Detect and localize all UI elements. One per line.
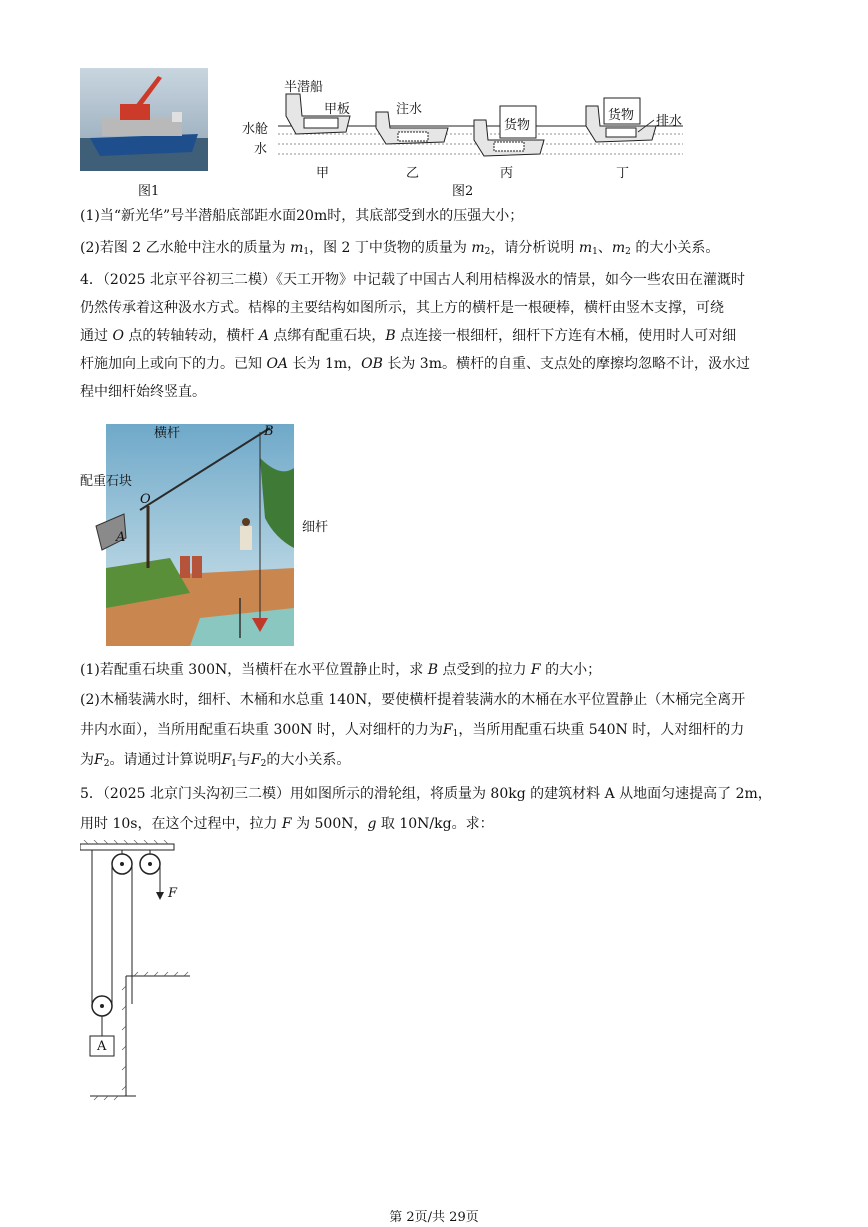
label-b: 乙 xyxy=(406,166,420,181)
label-force-f: F xyxy=(168,886,178,901)
label-deck: 甲板 xyxy=(324,102,351,117)
q4-line2: 仍然传承着这种汲水方式。桔槔的主要结构如图所示，其上方的横杆是一根硬棒，横杆由竖木支撑，可绕 xyxy=(80,300,724,316)
label-thin-rod: 细杆 xyxy=(302,520,329,535)
q5-line1: 5．（2025 北京门头沟初三二模）用如图所示的滑轮组，将质量为 80kg 的建筑材料 A 从地面匀速提高了 2m， xyxy=(80,786,772,802)
label-ballast: 水舱 xyxy=(242,122,269,137)
label-inject: 注水 xyxy=(396,102,423,117)
fig2-caption: 图2 xyxy=(452,184,474,199)
label-point-b: B xyxy=(264,424,274,439)
label-semi-sub-ship: 半潜船 xyxy=(284,80,324,95)
label-a: 甲 xyxy=(316,166,330,181)
label-water: 水 xyxy=(254,142,268,157)
label-d: 丁 xyxy=(616,166,630,181)
q4-line1: 4．（2025 北京平谷初三二模）《天工开物》中记载了中国古人利用桔槔汲水的情景，如今一些农田在灌溉时 xyxy=(80,272,745,288)
q4-line3: 通过 O 点的转轴转动，横杆 A 点绑有配重石块，B 点连接一根细杆，细杆下方连有木桶，使用时人可对细 xyxy=(80,328,737,344)
q4-line4: 杆施加向上或向下的力。已知 OA 长为 1m，OB 长为 3m。横杆的自重、支点处的摩擦均忽略不计，汲水过 xyxy=(80,356,750,372)
fig1-caption: 图1 xyxy=(138,184,160,199)
label-beam: 横杆 xyxy=(154,426,181,441)
label-cargo-c: 货物 xyxy=(504,118,531,133)
q3-part2: (2)若图 2 乙水舱中注水的质量为 $m_1$，图 2 丁中货物的质量为 $m_2$，请分析说明 $m_1$、$m_2$ 的大小关系。 xyxy=(80,240,720,257)
label-cargo-d: 货物 xyxy=(608,108,635,123)
pulley-system-diagram xyxy=(80,840,200,1106)
label-drain: 排水 xyxy=(656,114,683,129)
q4-part1: (1)若配重石块重 300N，当横杆在水平位置静止时，求 B 点受到的拉力 F 的大小； xyxy=(80,662,602,678)
q4-part2-line3: 为$F_2$。请通过计算说明$F_1$与$F_2$的大小关系。 xyxy=(80,752,351,769)
label-block-a: A xyxy=(97,1039,107,1054)
label-counterweight: 配重石块 xyxy=(80,474,133,489)
label-point-a: A xyxy=(116,530,126,545)
page-footer: 第 2页/共 29页 xyxy=(389,1210,479,1225)
well-sweep-illustration xyxy=(80,418,340,648)
q4-part2-line1: (2)木桶装满水时，细杆、木桶和水总重 140N，要使横杆提着装满水的木桶在水平位置静止（木桶完全离开 xyxy=(80,692,746,708)
label-c: 丙 xyxy=(500,166,514,181)
q3-part1: (1)当“新光华”号半潜船底部距水面20m时，其底部受到水的压强大小； xyxy=(80,208,524,224)
semi-sub-diagram xyxy=(238,76,690,181)
q4-part2-line2: 井内水面），当所用配重石块重 300N 时，人对细杆的力为$F_1$，当所用配重石块重 540N 时，人对细杆的力 xyxy=(80,722,745,739)
ship-photo xyxy=(80,68,208,171)
q4-line5: 程中细杆始终竖直。 xyxy=(80,384,206,400)
label-pivot-o: O xyxy=(140,492,151,507)
q5-line2: 用时 10s，在这个过程中，拉力 F 为 500N，g 取 10N/kg。求： xyxy=(80,816,494,832)
